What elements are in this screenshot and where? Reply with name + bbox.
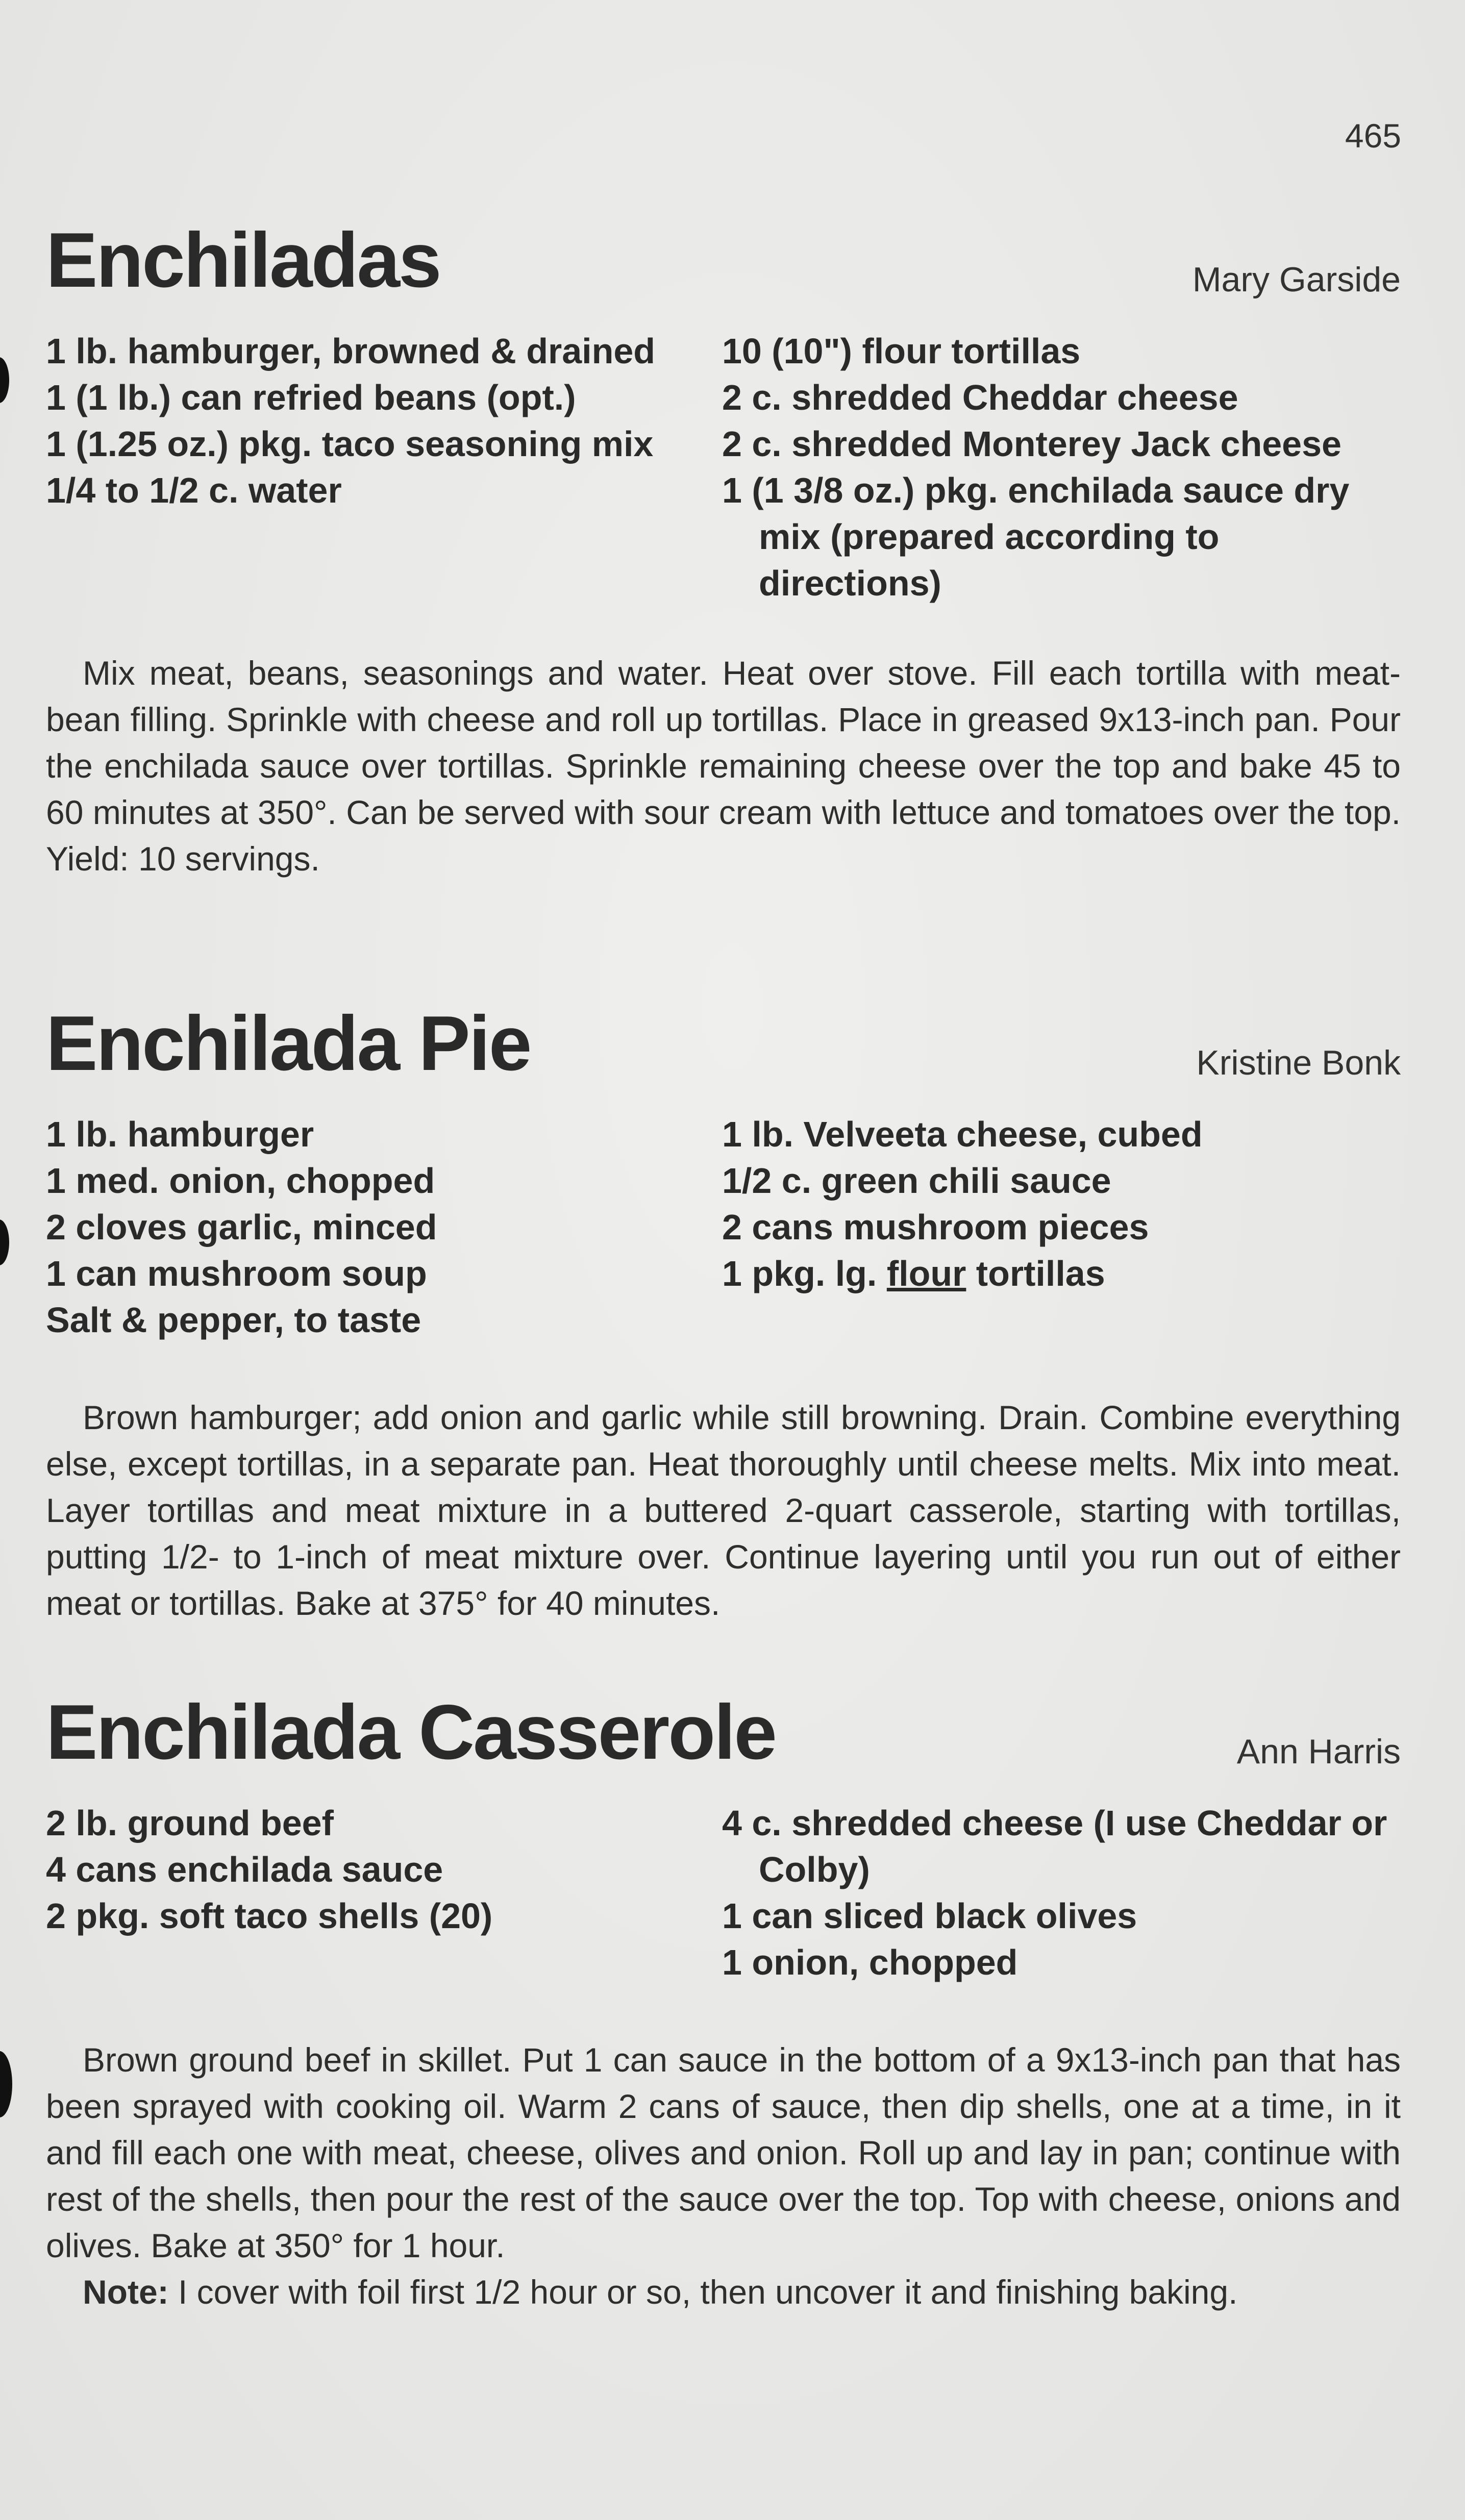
recipe-author: Mary Garside [1192,260,1401,299]
recipe-author: Ann Harris [1236,1732,1401,1771]
ingredient: 1 med. onion, chopped [46,1161,435,1201]
ingredient: 2 lb. ground beef [46,1803,334,1843]
ingredient: 2 c. shredded Cheddar cheese [722,378,1238,417]
ingredient-list [46,1111,1401,1343]
ingredient: 2 pkg. soft taco shells (20) [46,1896,493,1936]
ingredient: 1 lb. hamburger [46,1114,314,1154]
recipe-directions: Mix meat, beans, seasonings and water. Heat over stove. Fill each tortilla with meat-bean filling. Sprinkle with cheese and roll up tortillas. Place in greased 9x13-inch pan. Pour the enchilada sauce over tortillas. Sprinkle remaining cheese over the top and bake 45 to 60 minutes at 350°. Can be served with sour cream with lettuce and tomatoes over the top. Yield: 10 servings. [46,654,1401,878]
recipe-note [46,2269,1401,2315]
ingredient: 1 can sliced black olives [722,1896,1137,1936]
ingredient: 1 lb. Velveeta cheese, cubed [722,1114,1203,1154]
binding-hole [0,2051,12,2117]
binding-hole [0,357,9,403]
ingredient: 1 (1 3/8 oz.) pkg. enchilada sauce dry mix (prepared according to directions) [722,470,1350,603]
binding-hole [0,1219,9,1265]
ingredient: 1 (1.25 oz.) pkg. taco seasoning mix [46,424,654,464]
recipe-enchilada-pie [46,995,1401,1627]
ingredient: 1/2 c. green chili sauce [722,1161,1111,1201]
ingredient-part: 1 pkg. lg. [722,1254,887,1293]
recipe-title: Enchiladas [46,217,440,304]
ingredient: 1 (1 lb.) can refried beans (opt.) [46,378,576,417]
ingredients-right-column [722,328,1401,607]
recipe-header [46,212,1401,309]
page-number: 465 [1345,117,1401,155]
recipe-directions: Brown ground beef in skillet. Put 1 can sauce in the bottom of a 9x13-inch pan that has been sprayed with cooking oil. Warm 2 cans of sauce, then dip shells, one at a time, in it and fill each one with meat, cheese, olives and onion. Roll up and lay in pan; continue with rest of the shells, then pour the rest of the sauce over the top. Top with cheese, onions and olives. Bake at 350° for 1 hour. [46,2041,1401,2264]
ingredient: 1 onion, chopped [722,1942,1018,1982]
ingredients-left-column [46,1800,722,1986]
ingredient-list [46,1800,1401,1986]
ingredient: 4 cans enchilada sauce [46,1850,443,1889]
recipe-title: Enchilada Pie [46,1000,531,1087]
underlined-word: flour [886,1254,966,1293]
note-label: Note: [83,2273,169,2311]
ingredients-right-column [722,1800,1401,1986]
ingredients-right-column [722,1111,1401,1343]
ingredient: 10 (10") flour tortillas [722,331,1081,371]
ingredient [722,1251,1401,1297]
ingredients-left-column [46,1111,722,1343]
ingredient: 1 can mushroom soup [46,1254,427,1293]
recipe-enchilada-casserole [46,1684,1401,2315]
ingredient: 1/4 to 1/2 c. water [46,470,342,510]
ingredient: Salt & pepper, to taste [46,1300,421,1340]
recipe-directions: Brown hamburger; add onion and garlic while still browning. Drain. Combine everything else, except tortillas, in a separate pan. Heat thoroughly until cheese melts. Mix into meat. Layer tortillas and meat mixture in a buttered 2-quart casserole, starting with tortillas, putting 1/2- to 1-inch of meat mixture over. Continue layering until you run out of either meat or tortillas. Bake at 375° for 40 minutes. [46,1399,1401,1622]
ingredient-list [46,328,1401,607]
ingredient: 4 c. shredded cheese (I use Cheddar or Colby) [722,1803,1387,1889]
recipe-title: Enchilada Casserole [46,1689,776,1776]
ingredient: 2 cloves garlic, minced [46,1207,437,1247]
ingredient-part: tortillas [966,1254,1105,1293]
recipe-enchiladas [46,212,1401,882]
recipe-author: Kristine Bonk [1196,1043,1401,1082]
ingredient: 2 cans mushroom pieces [722,1207,1149,1247]
ingredient: 2 c. shredded Monterey Jack cheese [722,424,1342,464]
ingredients-left-column [46,328,722,607]
recipe-header [46,995,1401,1092]
recipe-header [46,1684,1401,1781]
note-text: I cover with foil first 1/2 hour or so, then uncover it and finishing baking. [168,2273,1238,2311]
ingredient: 1 lb. hamburger, browned & drained [46,331,656,371]
